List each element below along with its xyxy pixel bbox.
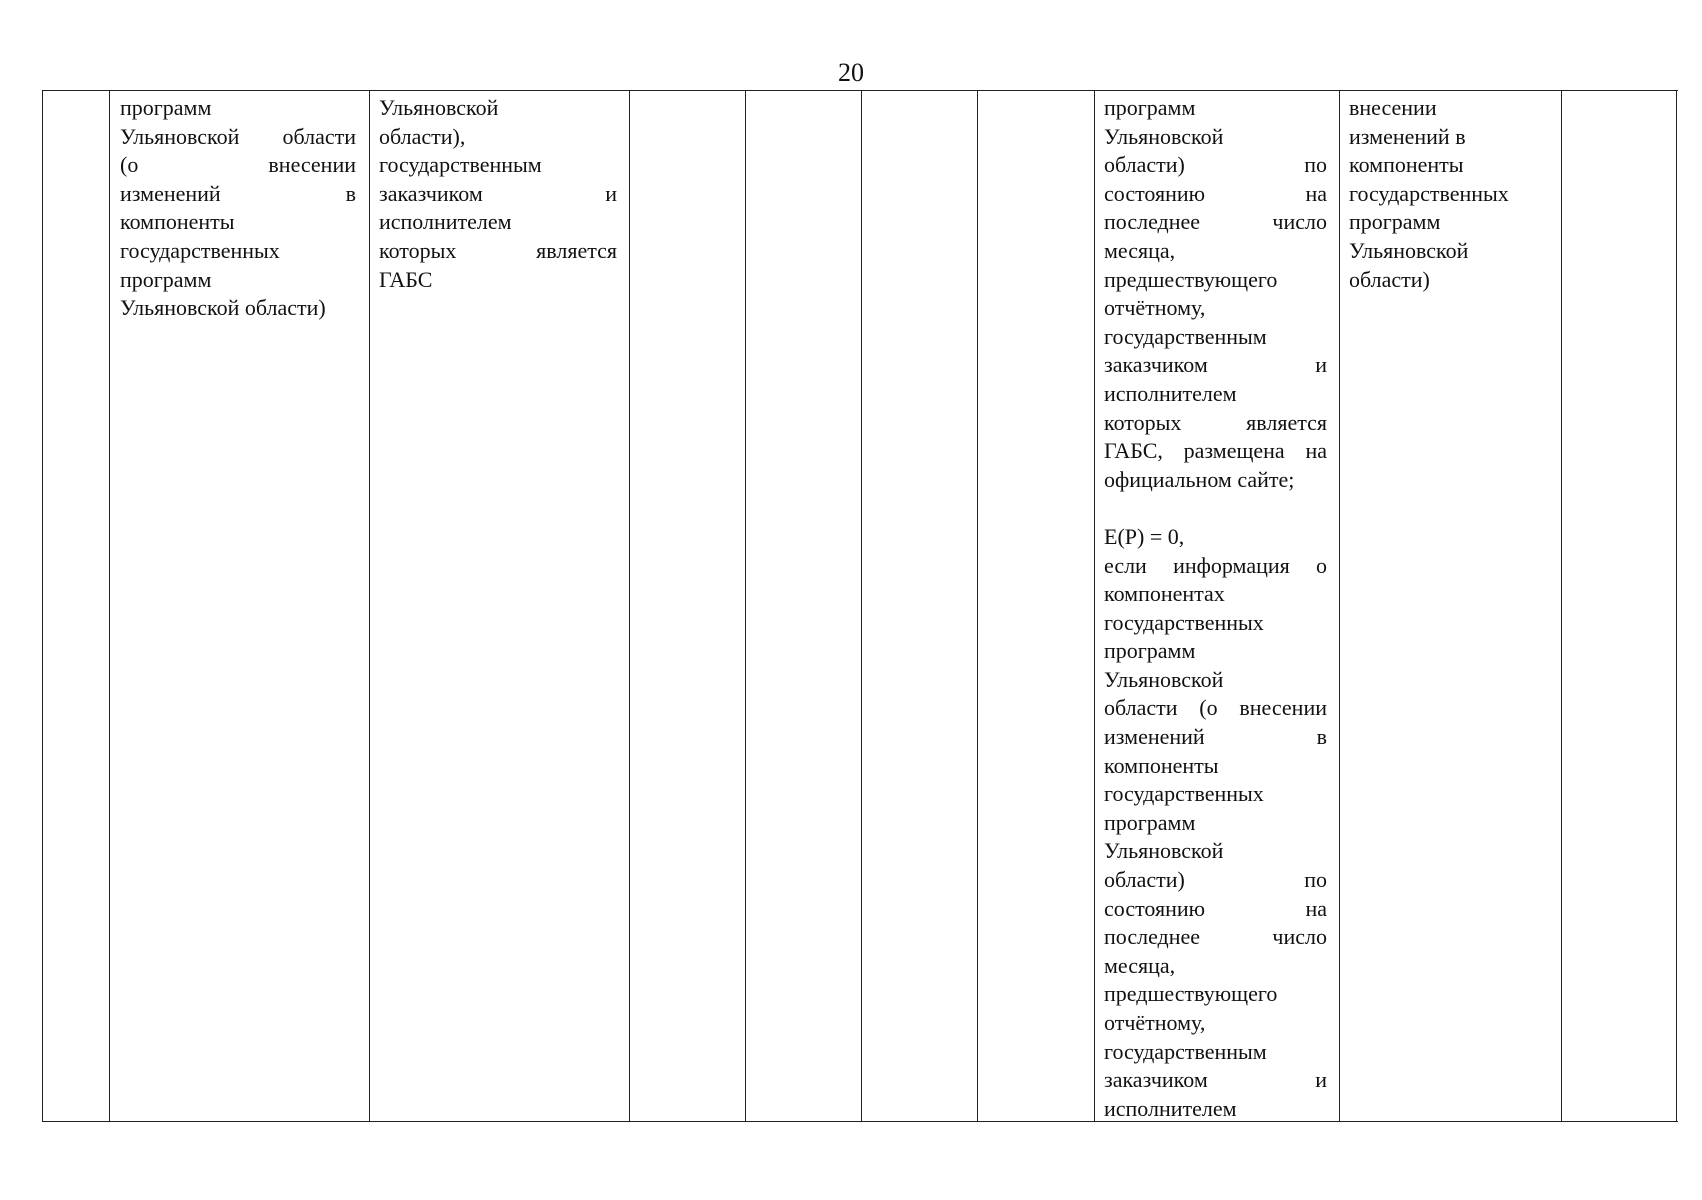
cell-line: изменений в bbox=[1104, 724, 1327, 750]
cell-line: отчётному, bbox=[1104, 295, 1206, 321]
column-rule bbox=[861, 91, 862, 1121]
cell-line: программ bbox=[120, 95, 212, 120]
cell-line: исполнителем bbox=[1104, 1095, 1237, 1121]
cell-line: месяца, bbox=[1104, 237, 1176, 263]
cell-line: заказчиком и bbox=[1104, 1067, 1327, 1093]
cell-line: отчётному, bbox=[1104, 1010, 1206, 1035]
cell-line: области) bbox=[1349, 266, 1430, 292]
cell-line: предшествующего bbox=[1104, 981, 1278, 1007]
cell-customer-executor bbox=[379, 94, 617, 294]
cell-line: программ bbox=[1104, 638, 1196, 664]
cell-line: области), bbox=[379, 123, 466, 149]
cell-line: которых является bbox=[379, 237, 617, 263]
cell-information-source bbox=[1349, 94, 1549, 294]
cell-line: программ bbox=[120, 266, 212, 292]
cell-line: Ульяновской области) bbox=[120, 295, 326, 321]
cell-line: компоненты bbox=[1104, 752, 1219, 778]
cell-line: компонентах bbox=[1104, 581, 1225, 607]
cell-line: программ bbox=[1349, 209, 1441, 235]
column-rule bbox=[109, 91, 110, 1121]
cell-line: последнее число bbox=[1104, 209, 1327, 235]
cell-line: Ульяновской bbox=[379, 95, 499, 120]
cell-calculation-method bbox=[1104, 94, 1327, 1123]
cell-line: если информация о bbox=[1104, 552, 1327, 578]
column-rule bbox=[745, 91, 746, 1121]
cell-line: исполнителем bbox=[379, 209, 512, 235]
cell-line: состоянию на bbox=[1104, 180, 1327, 206]
cell-line: государственных bbox=[120, 237, 280, 263]
cell-line: государственным bbox=[379, 152, 542, 178]
cell-line: изменений в bbox=[120, 180, 356, 206]
cell-line: государственных bbox=[1349, 180, 1509, 206]
column-rule bbox=[629, 91, 630, 1121]
column-rule bbox=[369, 91, 370, 1121]
cell-line: программ bbox=[1104, 809, 1196, 835]
column-rule bbox=[42, 91, 43, 1121]
cell-line: области (о внесении bbox=[1104, 695, 1327, 721]
cell-line: исполнителем bbox=[1104, 380, 1237, 406]
cell-line: ГАБС, размещена на bbox=[1104, 438, 1327, 464]
cell-program-components bbox=[120, 94, 356, 323]
cell-line: Е(Р) = 0, bbox=[1104, 523, 1185, 549]
cell-line: области) по bbox=[1104, 867, 1327, 893]
cell-line: официальном сайте; bbox=[1104, 466, 1295, 492]
cell-line: месяца, bbox=[1104, 952, 1176, 978]
cell-line: ГАБС bbox=[379, 266, 433, 292]
cell-line: государственных bbox=[1104, 609, 1264, 635]
cell-line: изменений в bbox=[1349, 123, 1466, 149]
cell-line: Ульяновской bbox=[1104, 123, 1224, 149]
cell-line: внесении bbox=[1349, 95, 1437, 120]
cell-line: (о внесении bbox=[120, 152, 356, 178]
cell-line: предшествующего bbox=[1104, 266, 1278, 292]
cell-line: Ульяновской bbox=[1104, 838, 1224, 864]
cell-line: программ bbox=[1104, 95, 1196, 120]
column-rule bbox=[977, 91, 978, 1121]
cell-line: заказчиком и bbox=[1104, 352, 1327, 378]
cell-line: компоненты bbox=[120, 209, 235, 235]
cell-line: Ульяновской области bbox=[120, 123, 356, 149]
column-rule bbox=[1339, 91, 1340, 1121]
cell-line: компоненты bbox=[1349, 152, 1464, 178]
column-rule bbox=[1676, 91, 1677, 1121]
column-rule bbox=[1094, 91, 1095, 1121]
cell-line: Ульяновской bbox=[1104, 666, 1224, 692]
cell-line: области) по bbox=[1104, 152, 1327, 178]
cell-line: Ульяновской bbox=[1349, 237, 1469, 263]
cell-line: состоянию на bbox=[1104, 895, 1327, 921]
page-number: 20 bbox=[838, 58, 864, 87]
cell-line: последнее число bbox=[1104, 924, 1327, 950]
cell-line: заказчиком и bbox=[379, 180, 617, 206]
continuation-table bbox=[42, 90, 1678, 1122]
cell-line: которых является bbox=[1104, 409, 1327, 435]
cell-line: государственных bbox=[1104, 781, 1264, 807]
cell-line bbox=[1104, 494, 1327, 523]
cell-line: государственным bbox=[1104, 1038, 1267, 1064]
column-rule bbox=[1561, 91, 1562, 1121]
cell-line: государственным bbox=[1104, 323, 1267, 349]
